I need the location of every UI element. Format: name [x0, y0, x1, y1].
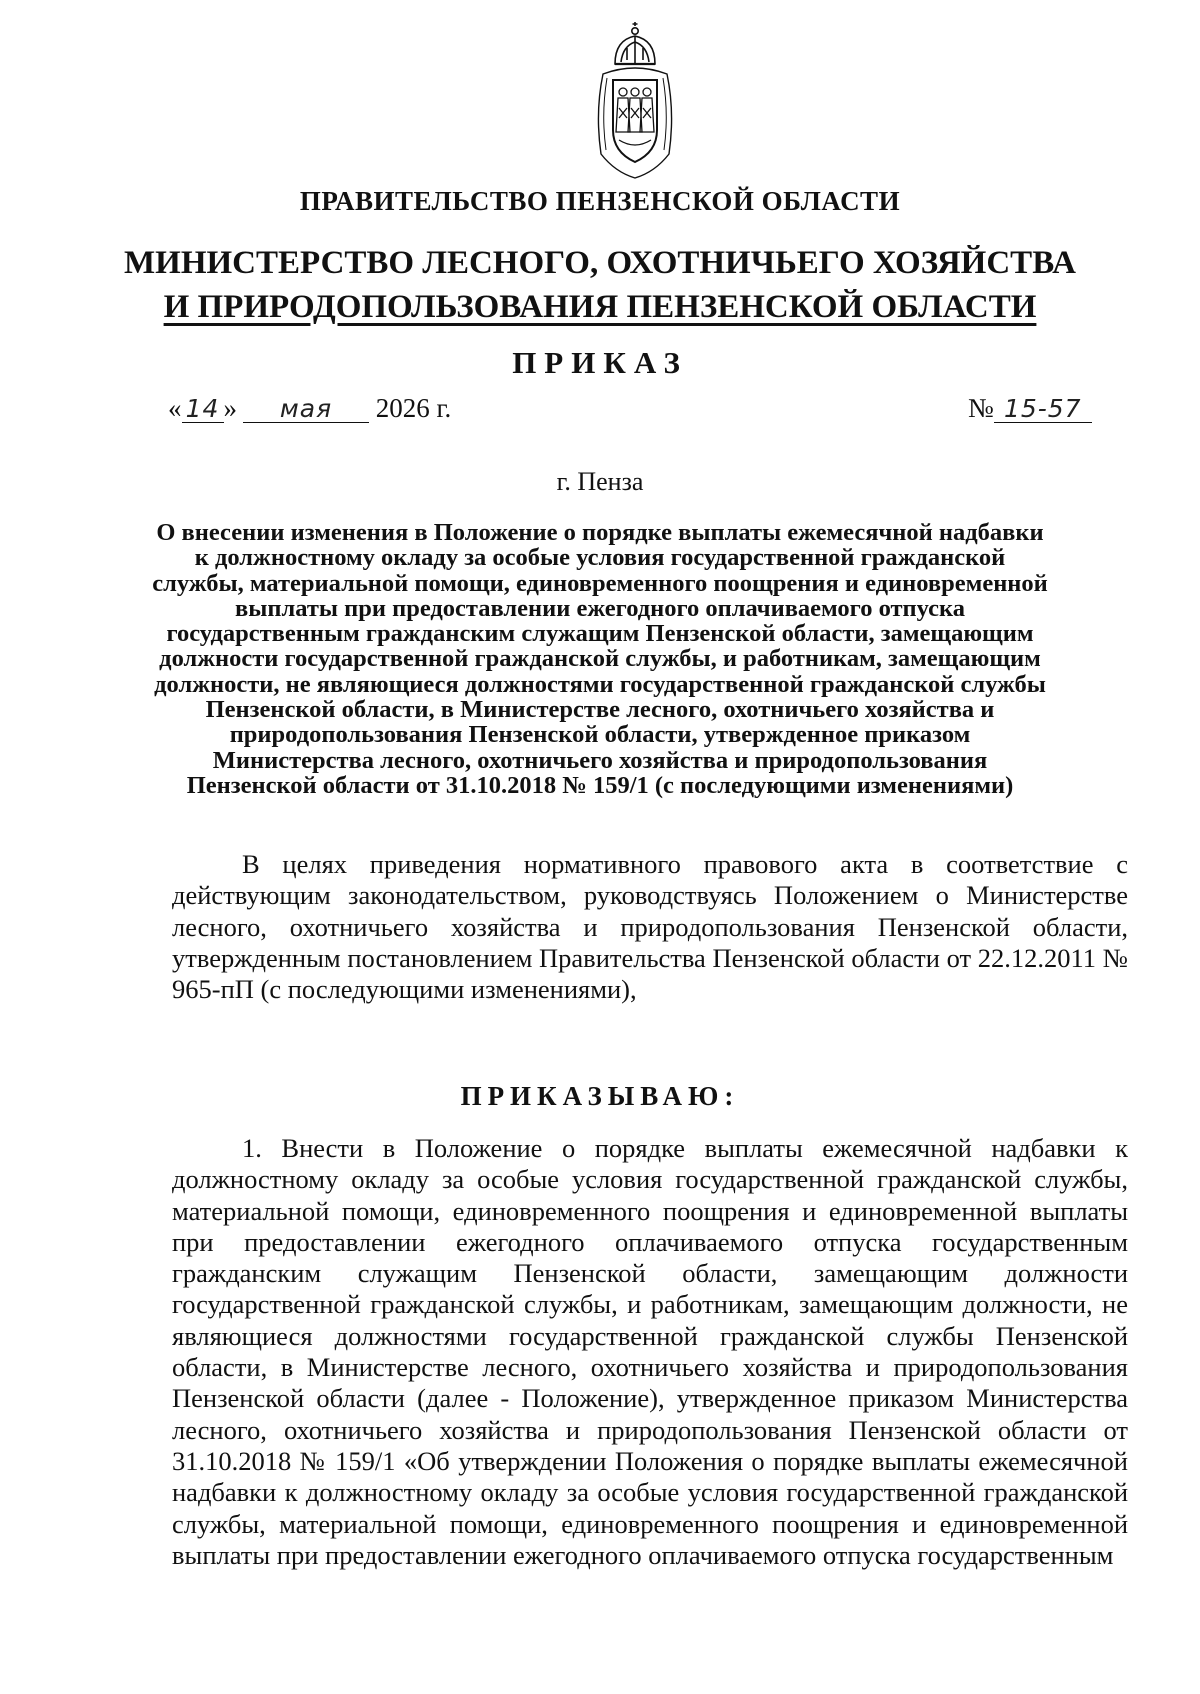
decree-heading: ПРИКАЗЫВАЮ:	[460, 1081, 740, 1111]
city: г. Пенза	[556, 467, 644, 496]
date-year: 2026 г.	[375, 393, 452, 423]
number-sign: №	[968, 393, 994, 423]
date-month: мая	[243, 396, 369, 423]
date-close-quote: »	[223, 393, 237, 423]
document-type: ПРИКАЗ	[512, 345, 688, 380]
coat-of-arms-icon	[585, 22, 685, 182]
order-subject: О внесении изменения в Положение о порядке выплаты ежемесячной надбавки к должностному окладу за особые условия государственной гражданской службы, материальной помощи, единовременного поощрения и единовременной выплаты при предоставлении ежегодного оплачиваемого отпуска государственным гражданским служащим Пензенской области, замещающим должности государственной гражданской службы, и работникам, замещающим должности, не являющиеся должностями государственной гражданской службы Пензенской области, в Министерстве лесного, охотничьего хозяйства и природопользования Пензенской области, утвержденное приказом Министерства лесного, охотничьего хозяйства и природопользования Пензенской области от 31.10.2018 № 159/1 (с последующими изменениями)	[152, 519, 1048, 799]
date-open-quote: «	[168, 393, 182, 423]
order-number	[968, 393, 1092, 424]
ministry-name-line-2: И ПРИРОДОПОЛЬЗОВАНИЯ ПЕНЗЕНСКОЙ ОБЛАСТИ	[163, 289, 1037, 325]
government-title: ПРАВИТЕЛЬСТВО ПЕНЗЕНСКОЙ ОБЛАСТИ	[299, 186, 901, 216]
item-1-paragraph: 1. Внести в Положение о порядке выплаты ежемесячной надбавки к должностному окладу за особые условия государственной гражданской службы, материальной помощи, единовременного поощрения и единовременной выплаты при предоставлении ежегодного оплачиваемого отпуска государственным гражданским служащим Пензенской области, замещающим должности государственной гражданской службы, и работникам, замещающим должности, не являющиеся должностями государственной гражданской службы Пензенской области, в Министерстве лесного, охотничьего хозяйства и природопользования Пензенской области (далее - Положение), утвержденное приказом Министерства лесного, охотничьего хозяйства и природопользования Пензенской области от 31.10.2018 № 159/1 «Об утверждении Положения о порядке выплаты ежемесячной надбавки к должностному окладу за особые условия государственной гражданской службы, материальной помощи, единовременного поощрения и единовременной выплаты при предоставлении ежегодного оплачиваемого отпуска государственным	[172, 1133, 1128, 1570]
preamble-paragraph: В целях приведения нормативного правового акта в соответствие с действующим законодательством, руководствуясь Положением о Министерстве лесного, охотничьего хозяйства и природопользования Пензенской области, утвержденным постановлением Правительства Пензенской области от 22.12.2011 № 965-пП (с последующими изменениями),	[172, 849, 1128, 1005]
order-date	[168, 393, 451, 424]
number-value: 15-57	[994, 396, 1092, 423]
ministry-name-line-1: МИНИСТЕРСТВО ЛЕСНОГО, ОХОТНИЧЬЕГО ХОЗЯЙСТВА	[124, 245, 1076, 281]
ministry-name	[0, 241, 1200, 329]
date-day: 14	[182, 396, 224, 423]
